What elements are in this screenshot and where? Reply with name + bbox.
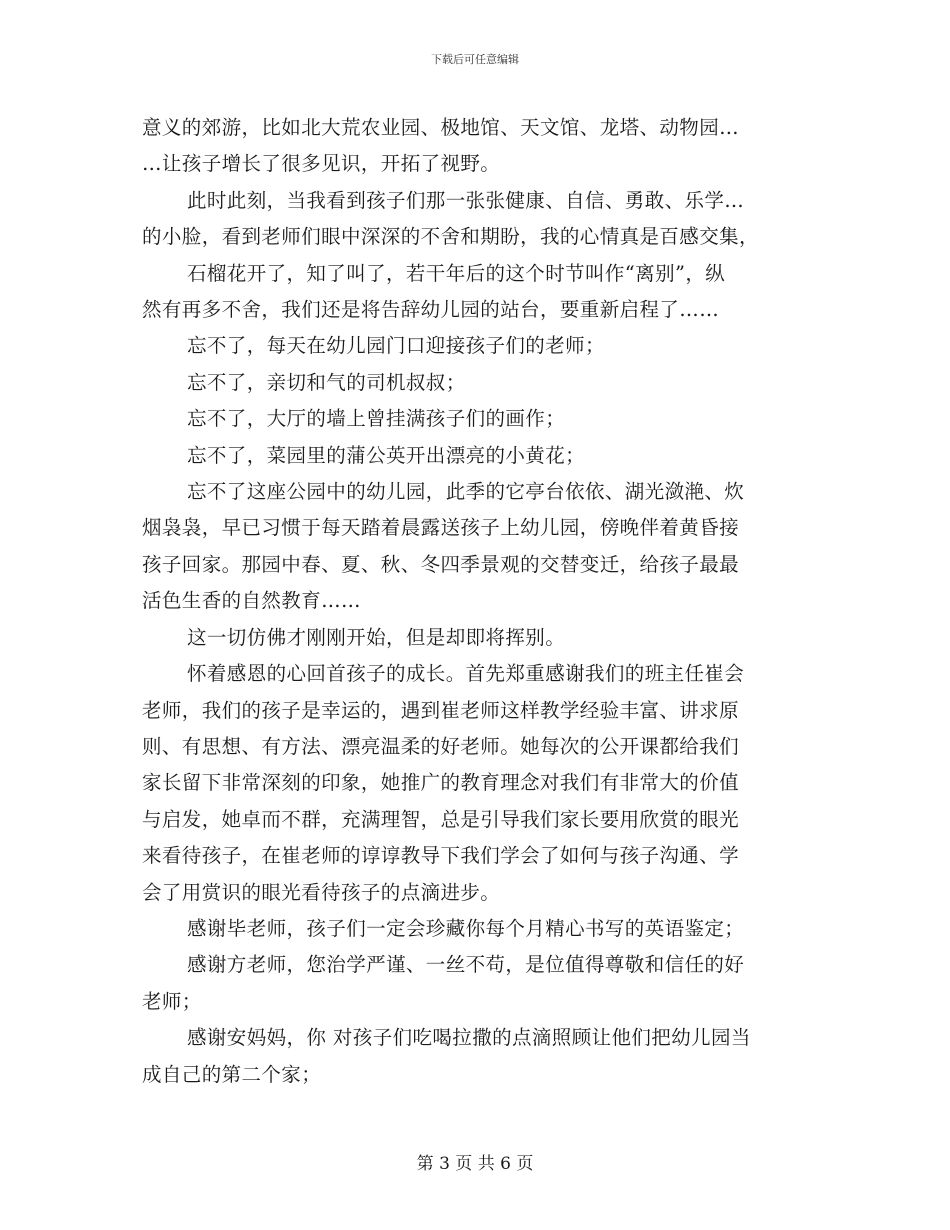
text-line: 感谢安妈妈，你 对孩子们吃喝拉撒的点滴照顾让他们把幼儿园当: [187, 1026, 751, 1050]
text-line: 这一切仿佛才刚刚开始，但是却即将挥别。: [187, 625, 566, 649]
page-number-footer: 第 3 页 共 6 页: [416, 1154, 534, 1174]
text-line: 忘不了，每天在幼儿园门口迎接孩子们的老师；: [187, 334, 605, 358]
text-line: 的小脸，看到老师们眼中深深的不舍和期盼，我的心情真是百感交集，: [142, 225, 759, 249]
text-line: …让孩子增长了很多见识，开拓了视野。: [142, 152, 501, 176]
text-line: 感谢方老师，您治学严谨、一丝不苟，是位值得尊敬和信任的好: [187, 953, 745, 977]
text-line: 会了用赏识的眼光看待孩子的点滴进步。: [142, 880, 501, 904]
paragraph-gratitude: [142, 656, 810, 911]
paragraph-excursion: [142, 110, 810, 183]
text-line: 感谢毕老师，孩子们一定会珍藏你每个月精心书写的英语鉴定；: [187, 916, 745, 940]
page-header: 下载后可任意编辑: [431, 53, 519, 66]
text-line: 老师，我们的孩子是幸运的，遇到崔老师这样教学经验丰富、讲求原: [142, 698, 740, 722]
text-line: 活色生香的自然教育……: [142, 589, 361, 613]
paragraph-cannot-forget-2: [142, 365, 810, 401]
paragraph-thanks-an: [142, 1020, 810, 1093]
text-line: 忘不了，亲切和气的司机叔叔；: [187, 370, 466, 394]
paragraph-cannot-forget-4: [142, 438, 810, 474]
paragraph-cannot-forget-3: [142, 401, 810, 437]
text-line: 孩子回家。那园中春、夏、秋、冬四季景观的交替变迁，给孩子最最: [142, 552, 740, 576]
text-line: 来看待孩子，在崔老师的谆谆教导下我们学会了如何与孩子沟通、学: [142, 844, 740, 868]
text-line: 老师；: [142, 989, 202, 1013]
text-line: 烟袅袅，早已习惯于每天踏着晨露送孩子上幼儿园，傍晚伴着黄昏接: [142, 516, 740, 540]
paragraph-farewell: [142, 256, 810, 329]
paragraph-this-moment: [142, 183, 810, 256]
paragraph-thanks-fang: [142, 947, 810, 1020]
paragraph-park-kindergarten: [142, 474, 810, 620]
paragraph-cannot-forget-1: [142, 328, 810, 364]
text-line: 忘不了，大厅的墙上曾挂满孩子们的画作；: [187, 407, 566, 431]
text-line: 成自己的第二个家；: [142, 1062, 322, 1086]
document-body: [142, 110, 810, 1093]
text-line: 忘不了这座公园中的幼儿园，此季的它亭台依依、湖光潋滟、炊: [187, 480, 745, 504]
text-line: 然有再多不舍，我们还是将告辞幼儿园的站台，要重新启程了……: [142, 298, 720, 322]
text-line: 与启发，她卓而不群，充满理智，总是引导我们家长要用欣赏的眼光: [142, 807, 740, 831]
text-line: 此时此刻，当我看到孩子们那一张张健康、自信、勇敢、乐学…: [187, 188, 745, 212]
paragraph-beginning: [142, 620, 810, 656]
paragraph-thanks-bi: [142, 911, 810, 947]
text-line: 则、有思想、有方法、漂亮温柔的好老师。她每次的公开课都给我们: [142, 734, 740, 758]
text-line: 怀着感恩的心回首孩子的成长。首先郑重感谢我们的班主任崔会: [187, 662, 745, 686]
text-line: 家长留下非常深刻的印象，她推广的教育理念对我们有非常大的价值: [142, 771, 740, 795]
text-line: 忘不了，菜园里的蒲公英开出漂亮的小黄花；: [187, 443, 586, 467]
text-line: 意义的郊游，比如北大荒农业园、极地馆、天文馆、龙塔、动物园…: [142, 116, 740, 139]
text-line: 石榴花开了，知了叫了，若干年后的这个时节叫作“离别”，纵: [187, 261, 726, 285]
